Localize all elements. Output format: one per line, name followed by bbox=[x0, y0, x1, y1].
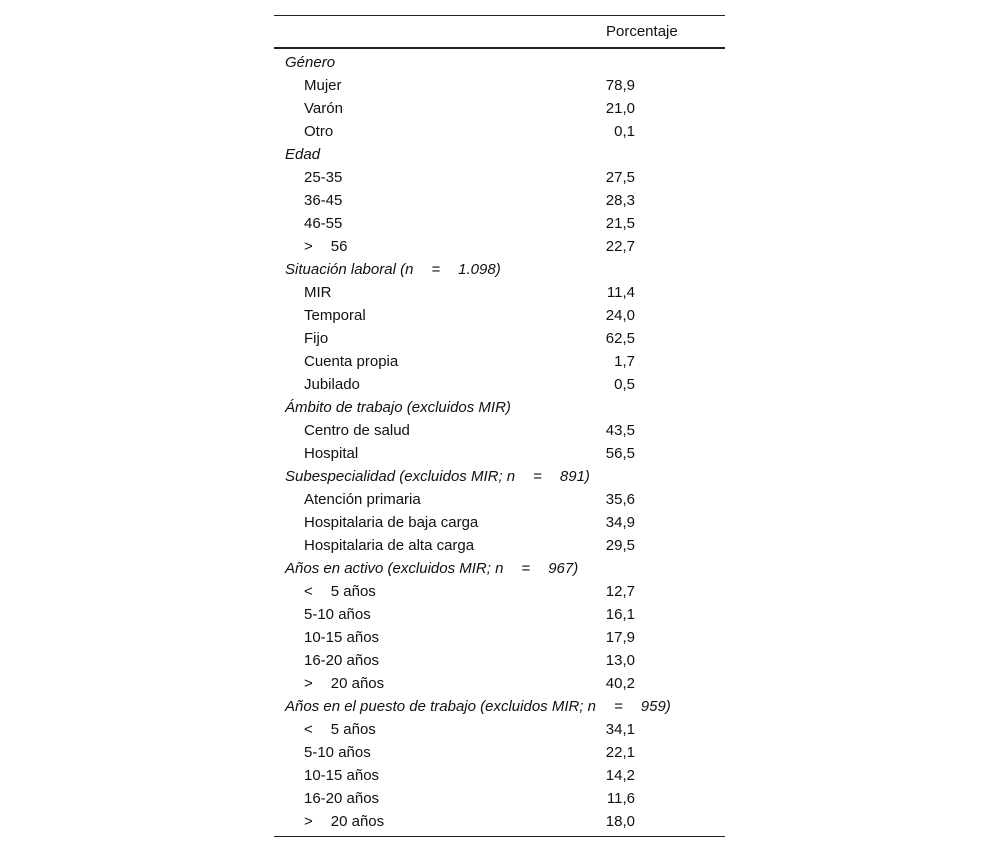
row-value: 34,1 bbox=[605, 721, 635, 738]
row-value: 28,3 bbox=[605, 192, 635, 209]
table-row bbox=[274, 212, 725, 235]
row-value: 40,2 bbox=[605, 675, 635, 692]
section-row bbox=[274, 396, 725, 419]
section-label: Género bbox=[285, 54, 336, 71]
row-value: 43,5 bbox=[605, 422, 635, 439]
table-row bbox=[274, 580, 725, 603]
table-body bbox=[274, 49, 725, 833]
section-label: Ámbito de trabajo (excluidos MIR) bbox=[285, 399, 511, 416]
table-row bbox=[274, 672, 725, 695]
section-label: Edad bbox=[285, 146, 321, 163]
row-value: 21,5 bbox=[605, 215, 635, 232]
row-label: Cuenta propia bbox=[304, 353, 399, 370]
row-value: 18,0 bbox=[605, 813, 635, 830]
row-label: 5-10 años bbox=[304, 744, 371, 761]
table-row bbox=[274, 488, 725, 511]
table-row bbox=[274, 810, 725, 833]
row-value: 24,0 bbox=[605, 307, 635, 324]
row-label: Hospital bbox=[304, 445, 359, 462]
table-row bbox=[274, 764, 725, 787]
table-row bbox=[274, 787, 725, 810]
section-row bbox=[274, 51, 725, 74]
table-row bbox=[274, 419, 725, 442]
table-row bbox=[274, 281, 725, 304]
table-row bbox=[274, 74, 725, 97]
row-label: > 20 años bbox=[304, 675, 385, 692]
table-row bbox=[274, 304, 725, 327]
row-label: Centro de salud bbox=[304, 422, 410, 439]
row-label: > 56 bbox=[304, 238, 348, 255]
row-value: 22,1 bbox=[605, 744, 635, 761]
row-label: Atención primaria bbox=[304, 491, 421, 508]
row-label: Hospitalaria de baja carga bbox=[304, 514, 479, 531]
section-row bbox=[274, 258, 725, 281]
row-label: 16-20 años bbox=[304, 790, 380, 807]
row-value: 78,9 bbox=[605, 77, 635, 94]
row-value: 11,6 bbox=[606, 790, 635, 807]
table-row bbox=[274, 166, 725, 189]
table-row bbox=[274, 626, 725, 649]
row-value: 21,0 bbox=[605, 100, 635, 117]
row-value: 16,1 bbox=[605, 606, 635, 623]
table-row bbox=[274, 442, 725, 465]
table-row bbox=[274, 741, 725, 764]
row-value: 35,6 bbox=[605, 491, 635, 508]
row-label: 25-35 bbox=[304, 169, 343, 186]
row-label: Fijo bbox=[304, 330, 329, 347]
row-value: 62,5 bbox=[605, 330, 635, 347]
row-label: 5-10 años bbox=[304, 606, 371, 623]
row-label: Mujer bbox=[304, 77, 342, 94]
row-value: 0,1 bbox=[614, 123, 635, 140]
row-value: 14,2 bbox=[605, 767, 635, 784]
section-row bbox=[274, 143, 725, 166]
row-label: Jubilado bbox=[304, 376, 360, 393]
table-row bbox=[274, 235, 725, 258]
row-label: < 5 años bbox=[304, 721, 376, 738]
row-value: 0,5 bbox=[614, 376, 635, 393]
section-row bbox=[274, 557, 725, 580]
section-label: Años en activo (excluidos MIR; n = 967) bbox=[285, 560, 579, 577]
row-value: 11,4 bbox=[606, 284, 635, 301]
row-label: 10-15 años bbox=[304, 629, 380, 646]
row-label: Hospitalaria de alta carga bbox=[304, 537, 475, 554]
section-label: Situación laboral (n = 1.098) bbox=[285, 261, 501, 278]
row-label: > 20 años bbox=[304, 813, 385, 830]
row-label: MIR bbox=[304, 284, 332, 301]
table-row bbox=[274, 97, 725, 120]
row-value: 56,5 bbox=[605, 445, 635, 462]
table-row bbox=[274, 603, 725, 626]
row-value: 27,5 bbox=[605, 169, 635, 186]
row-value: 22,7 bbox=[605, 238, 635, 255]
table-row bbox=[274, 718, 725, 741]
row-label: 36-45 bbox=[304, 192, 343, 209]
row-value: 1,7 bbox=[614, 353, 635, 370]
row-label: Temporal bbox=[304, 307, 366, 324]
row-label: Varón bbox=[304, 100, 343, 117]
section-label: Subespecialidad (excluidos MIR; n = 891) bbox=[285, 468, 590, 485]
column-header-porcentaje: Porcentaje bbox=[606, 23, 678, 40]
row-value: 29,5 bbox=[605, 537, 635, 554]
row-value: 17,9 bbox=[605, 629, 635, 646]
section-row bbox=[274, 465, 725, 488]
row-value: 12,7 bbox=[605, 583, 635, 600]
table-row bbox=[274, 511, 725, 534]
row-label: 10-15 años bbox=[304, 767, 380, 784]
table-bottom-rule bbox=[274, 836, 725, 837]
table-row bbox=[274, 649, 725, 672]
table-row bbox=[274, 189, 725, 212]
table-row bbox=[274, 327, 725, 350]
row-label: 46-55 bbox=[304, 215, 343, 232]
table-row bbox=[274, 373, 725, 396]
table-row bbox=[274, 350, 725, 373]
table-row bbox=[274, 534, 725, 557]
row-value: 13,0 bbox=[605, 652, 635, 669]
section-row bbox=[274, 695, 725, 718]
table-header-row bbox=[274, 16, 725, 49]
table-row bbox=[274, 120, 725, 143]
row-label: < 5 años bbox=[304, 583, 376, 600]
row-label: 16-20 años bbox=[304, 652, 380, 669]
data-table bbox=[274, 15, 725, 837]
row-value: 34,9 bbox=[605, 514, 635, 531]
row-label: Otro bbox=[304, 123, 334, 140]
section-label: Años en el puesto de trabajo (excluidos MIR; n = 959) bbox=[285, 698, 671, 715]
